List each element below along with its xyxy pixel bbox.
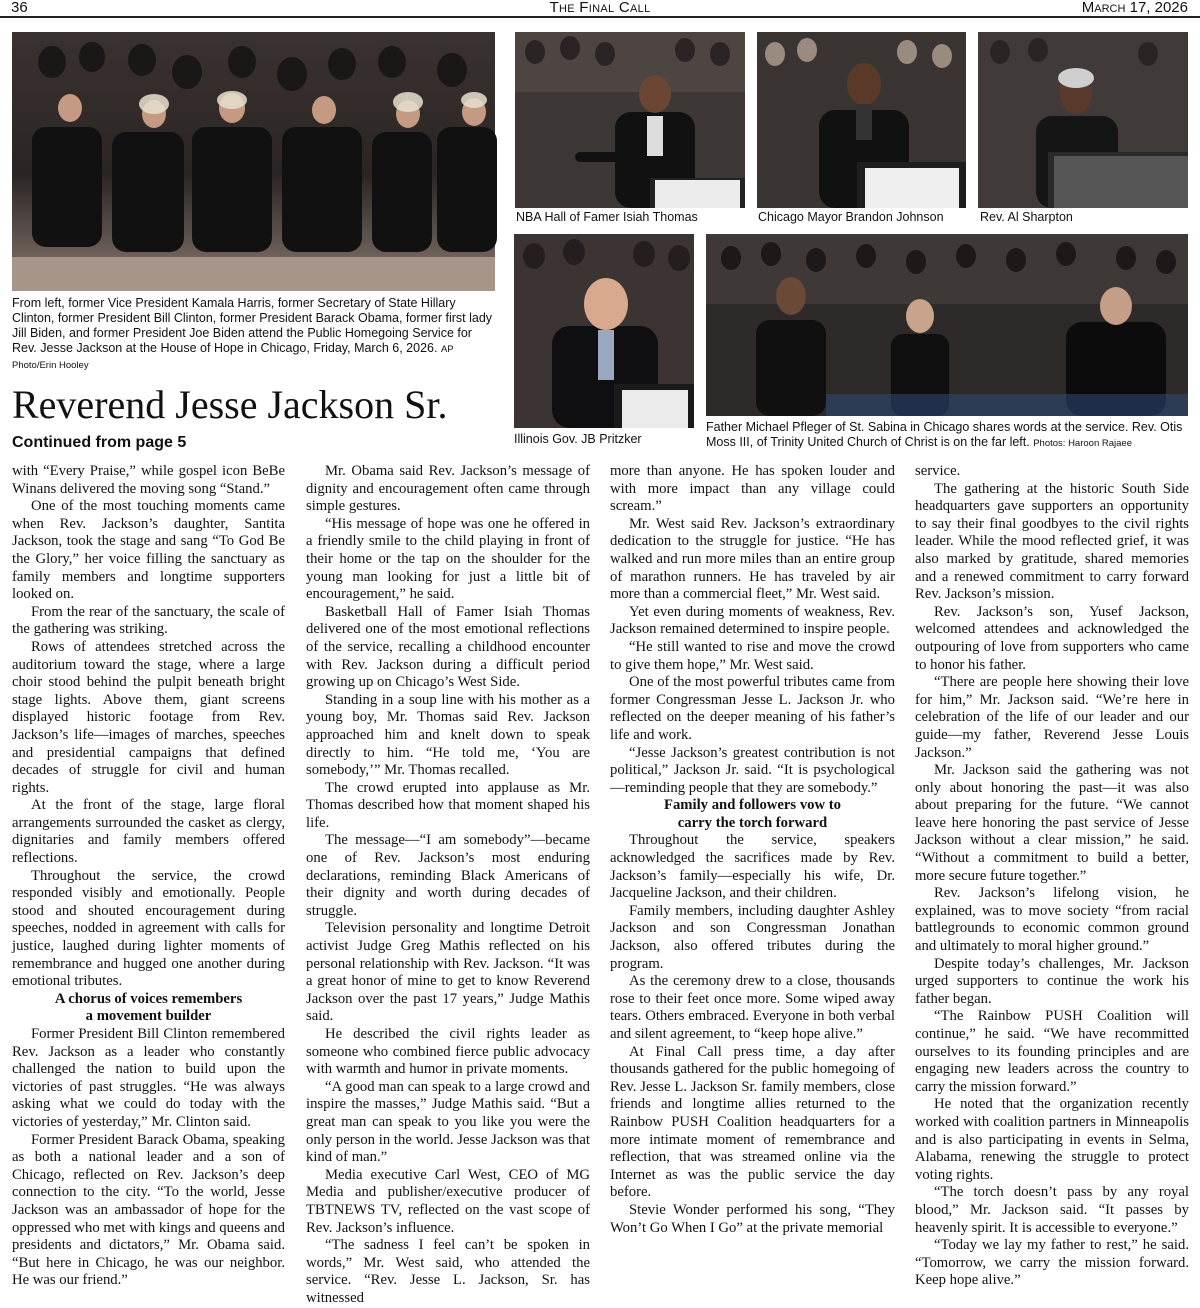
paragraph: “Today we lay my father to rest,” he said. “Tomorrow, we carry the mission forward. Keep hope alive.” xyxy=(915,1237,1189,1289)
pfleger-photo-credit: Photos: Haroon Rajaee xyxy=(1033,438,1132,449)
paragraph: Mr. Jackson said the gathering was not only about honoring the past—it was also about preparing for the future. “We cannot leave here honoring the past service of Jesse Jackson without a clear mission,” he said. “Without a commitment to build a better, more secure future together.” xyxy=(915,762,1189,884)
paragraph: Mr. West said Rev. Jackson’s extraordinary dedication to the struggle for justice. “He has walked and run more miles than an entire group of marathon runners. He has traveled by air more than a commercial fleet,” Mr. West said. xyxy=(610,515,895,603)
paragraph: The message—“I am somebody”—became one of Rev. Jackson’s most enduring declarations, reminding Black Americans of their dignity and worth during decades of struggle. xyxy=(306,832,590,919)
subheading: A chorus of voices remembers a movement builder xyxy=(54,990,243,1025)
paragraph: “There are people here showing their love for him,” Mr. Jackson said. “We’re here in celebration of the life of our leader and our guide—my father, Reverend Jesse Louis Jackson.” xyxy=(915,674,1189,761)
article-column-1 xyxy=(12,463,285,1295)
al-sharpton-photo xyxy=(978,32,1188,208)
brandon-johnson-caption: Chicago Mayor Brandon Johnson xyxy=(758,210,944,224)
paragraph: As the ceremony drew to a close, thousands rose to their feet once more. Some wiped away tears. Others embraced. Everyone in both verbal and silent agreement, to “keep hope alive.” xyxy=(610,973,895,1042)
paragraph: At the front of the stage, large floral arrangements surrounded the casket as clergy, dignitaries and family members offered reflections. xyxy=(12,797,285,867)
article-column-4 xyxy=(915,463,1189,1295)
article-column-3 xyxy=(610,463,895,1295)
paragraph: Family members, including daughter Ashley Jackson and son Congressman Jonathan Jackson, also offered tributes during the program. xyxy=(610,902,895,972)
publication-name: The Final Call xyxy=(549,0,651,16)
paragraph: Basketball Hall of Famer Isiah Thomas delivered one of the most emotional reflections of the service, recalling a childhood encounter with Rev. Jackson during a difficult period growing up on Chicago’s West Side. xyxy=(306,603,590,691)
isiah-thomas-photo xyxy=(515,32,745,208)
jb-pritzker-photo xyxy=(514,234,694,428)
paragraph: Former President Barack Obama, speaking as both a national leader and a son of Chicago, reflected on Rev. Jackson’s deep connection to the city. “To the world, Jesse Jackson was an ambassador of hope for the oppressed who met with kings and queens and presidents and dictators,” Mr. Obama said. “But here in Chicago, he was our neighbor. He was our friend.” xyxy=(12,1131,285,1289)
paragraph: service. xyxy=(915,463,961,479)
paragraph: “The Rainbow PUSH Coalition will continue,” he said. “We have recommitted ourselves to its founding principles and are engaging new leaders across the country to carry the mission forward.” xyxy=(915,1008,1189,1095)
paragraph: Rev. Jackson’s son, Yusef Jackson, welcomed attendees and acknowledged the outpouring of love from supporters who came to honor his father. xyxy=(915,603,1189,673)
subheading: Family and followers vow to carry the torch forward xyxy=(663,797,842,831)
paragraph: Mr. Obama said Rev. Jackson’s message of dignity and encouragement often came through simple gestures. xyxy=(306,463,590,515)
paragraph: “The torch doesn’t pass by any royal blood,” Mr. Jackson said. “It passes by heavenly spirit. It is accessible to everyone.” xyxy=(915,1184,1189,1236)
jb-pritzker-caption: Illinois Gov. JB Pritzker xyxy=(514,432,642,446)
paragraph: Throughout the service, speakers acknowledged the sacrifices made by Rev. Jackson’s family—especially his wife, Dr. Jacqueline Jackson, and their children. xyxy=(610,832,895,902)
paragraph: Standing in a soup line with his mother as a young boy, Mr. Thomas said Rev. Jackson approached him and knelt down to speak directly to him. “He told me, ‘You are somebody,’” Mr. Thomas recalled. xyxy=(306,691,590,779)
pfleger-caption: Father Michael Pfleger of St. Sabina in Chicago shares words at the service. Rev. Otis Moss III, of Trinity United Church of Christ is on the far left. Photos: Haroon Rajaee xyxy=(706,420,1183,449)
paragraph: One of the most touching moments came when Rev. Jackson’s daughter, Santita Jackson, took the stage and sang “To God Be the Glory,” her voice filling the sanctuary as family members and longtime supporters looked on. xyxy=(12,498,285,603)
paragraph: Media executive Carl West, CEO of MG Media and publisher/executive producer of TBTNEWS TV, reflected on the vast scope of Rev. Jackson’s influence. xyxy=(306,1166,590,1236)
paragraph: Rev. Jackson’s lifelong vision, he explained, was to move society “from racial battlegrounds to economic common ground and ultimately to moral higher ground.” xyxy=(915,885,1189,955)
paragraph: “He still wanted to rise and move the crowd to give them hope,” Mr. West said. xyxy=(610,638,895,673)
al-sharpton-caption: Rev. Al Sharpton xyxy=(980,210,1073,224)
brandon-johnson-photo xyxy=(757,32,966,208)
paragraph: The crowd erupted into applause as Mr. Thomas described how that moment shaped his life. xyxy=(306,779,590,831)
page-header xyxy=(0,0,1200,18)
pfleger-photo xyxy=(706,234,1188,416)
issue-date: March 17, 2026 xyxy=(1081,0,1188,16)
paragraph: “A good man can speak to a large crowd and inspire the masses,” Judge Mathis said. “But a great man can speak to you like you were the only person in the world. Jesse Jackson was that kind of man.” xyxy=(306,1078,590,1166)
paragraph: with “Every Praise,” while gospel icon BeBe Winans delivered the moving song “Stand.” xyxy=(12,463,285,497)
paragraph: Rows of attendees stretched across the auditorium toward the stage, where a large choir stood behind the pulpit beneath bright stage lights. Above them, giant screens displayed historic footage from Rev. Jackson’s life—images of marches, speeches and presidential campaigns that defined decades of struggle for civil and human rights. xyxy=(12,638,285,796)
paragraph: “Jesse Jackson’s greatest contribution is not political,” Jackson Jr. said. “It is psychological—reminding people that they are somebody.” xyxy=(610,744,895,796)
paragraph: At Final Call press time, a day after thousands gathered for the public homegoing of Rev. Jesse L. Jackson Sr. family members, close friends and longtime allies returned to the Rainbow PUSH Coalition headquarters for a more intimate moment of remembrance and reflection, that was streamed online via the Internet as was the public service the day before. xyxy=(610,1043,895,1201)
paragraph: One of the most powerful tributes came from former Congressman Jesse L. Jackson Jr. who reflected on the deeper meaning of his father’s life and work. xyxy=(610,674,895,743)
paragraph: From the rear of the sanctuary, the scale of the gathering was striking. xyxy=(12,603,285,638)
main-photo-credit: AP Photo/Erin Hooley xyxy=(12,344,454,371)
paragraph: more than anyone. He has spoken louder and with more impact than any village could scream.” xyxy=(610,463,895,515)
paragraph: Stevie Wonder performed his song, “They Won’t Go When I Go” at the private memorial xyxy=(610,1201,895,1236)
isiah-thomas-caption: NBA Hall of Famer Isiah Thomas xyxy=(516,210,698,224)
paragraph: Throughout the service, the crowd responded visibly and emotionally. People stood and shouted encouragement during speeches, nodded in agreement with calls for justice, laughed during lighter moments of remembrance and hugged one another during emotional tributes. xyxy=(12,867,285,990)
paragraph: He noted that the organization recently worked with coalition partners in Minneapolis and is also participating in events in Selma, Alabama, renewing the struggle to protect voting rights. xyxy=(915,1096,1189,1183)
paragraph: “His message of hope was one he offered in a friendly smile to the child playing in front of their home or the tap on the shoulder for the young man looking for just a little bit of encouragement,” he said. xyxy=(306,515,590,603)
continued-from: Continued from page 5 xyxy=(12,434,187,451)
paragraph: The gathering at the historic South Side headquarters gave supporters an opportunity to say their final goodbyes to the civil rights leader. While the mood reflected grief, it was also marked by gratitude, shared memories and a renewed commitment to carry forward Rev. Jackson’s mission. xyxy=(915,480,1189,603)
paragraph: He described the civil rights leader as someone who combined fierce public advocacy with warmth and humor in private moments. xyxy=(306,1026,590,1078)
paragraph: “The sadness I feel can’t be spoken in words,” Mr. West said, who attended the service. “Rev. Jesse L. Jackson, Sr. has witnessed xyxy=(306,1237,590,1306)
main-photo-caption: From left, former Vice President Kamala Harris, former Secretary of State Hillary Clinton, former President Bill Clinton, former President Barack Obama, former first lady Jill Biden, and former President Joe Biden attend the Public Homegoing Service for Rev. Jesse Jackson at the House of Hope in Chicago, Friday, March 6, 2026. AP Photo/Erin Hooley xyxy=(12,296,493,371)
paragraph: Despite today’s challenges, Mr. Jackson urged supporters to continue the work his father began. xyxy=(915,955,1189,1007)
article-headline: Reverend Jesse Jackson Sr. xyxy=(12,382,448,427)
paragraph: Television personality and longtime Detroit activist Judge Greg Mathis reflected on his personal relationship with Rev. Jackson. “It was a great honor of mine to get to know Reverend Jackson over the past 17 years,” Judge Mathis said. xyxy=(306,920,590,1025)
paragraph: Former President Bill Clinton remembered Rev. Jackson as a leader who constantly challenged the nation to build upon the victories of past struggles. “He was always asking what we could do today with the victories of yesterday,” Mr. Clinton said. xyxy=(12,1026,285,1130)
paragraph: Yet even during moments of weakness, Rev. Jackson remained determined to inspire people. xyxy=(610,603,895,638)
article-column-2 xyxy=(306,463,590,1306)
main-photo xyxy=(12,32,495,291)
page-number: 36 xyxy=(11,0,28,16)
